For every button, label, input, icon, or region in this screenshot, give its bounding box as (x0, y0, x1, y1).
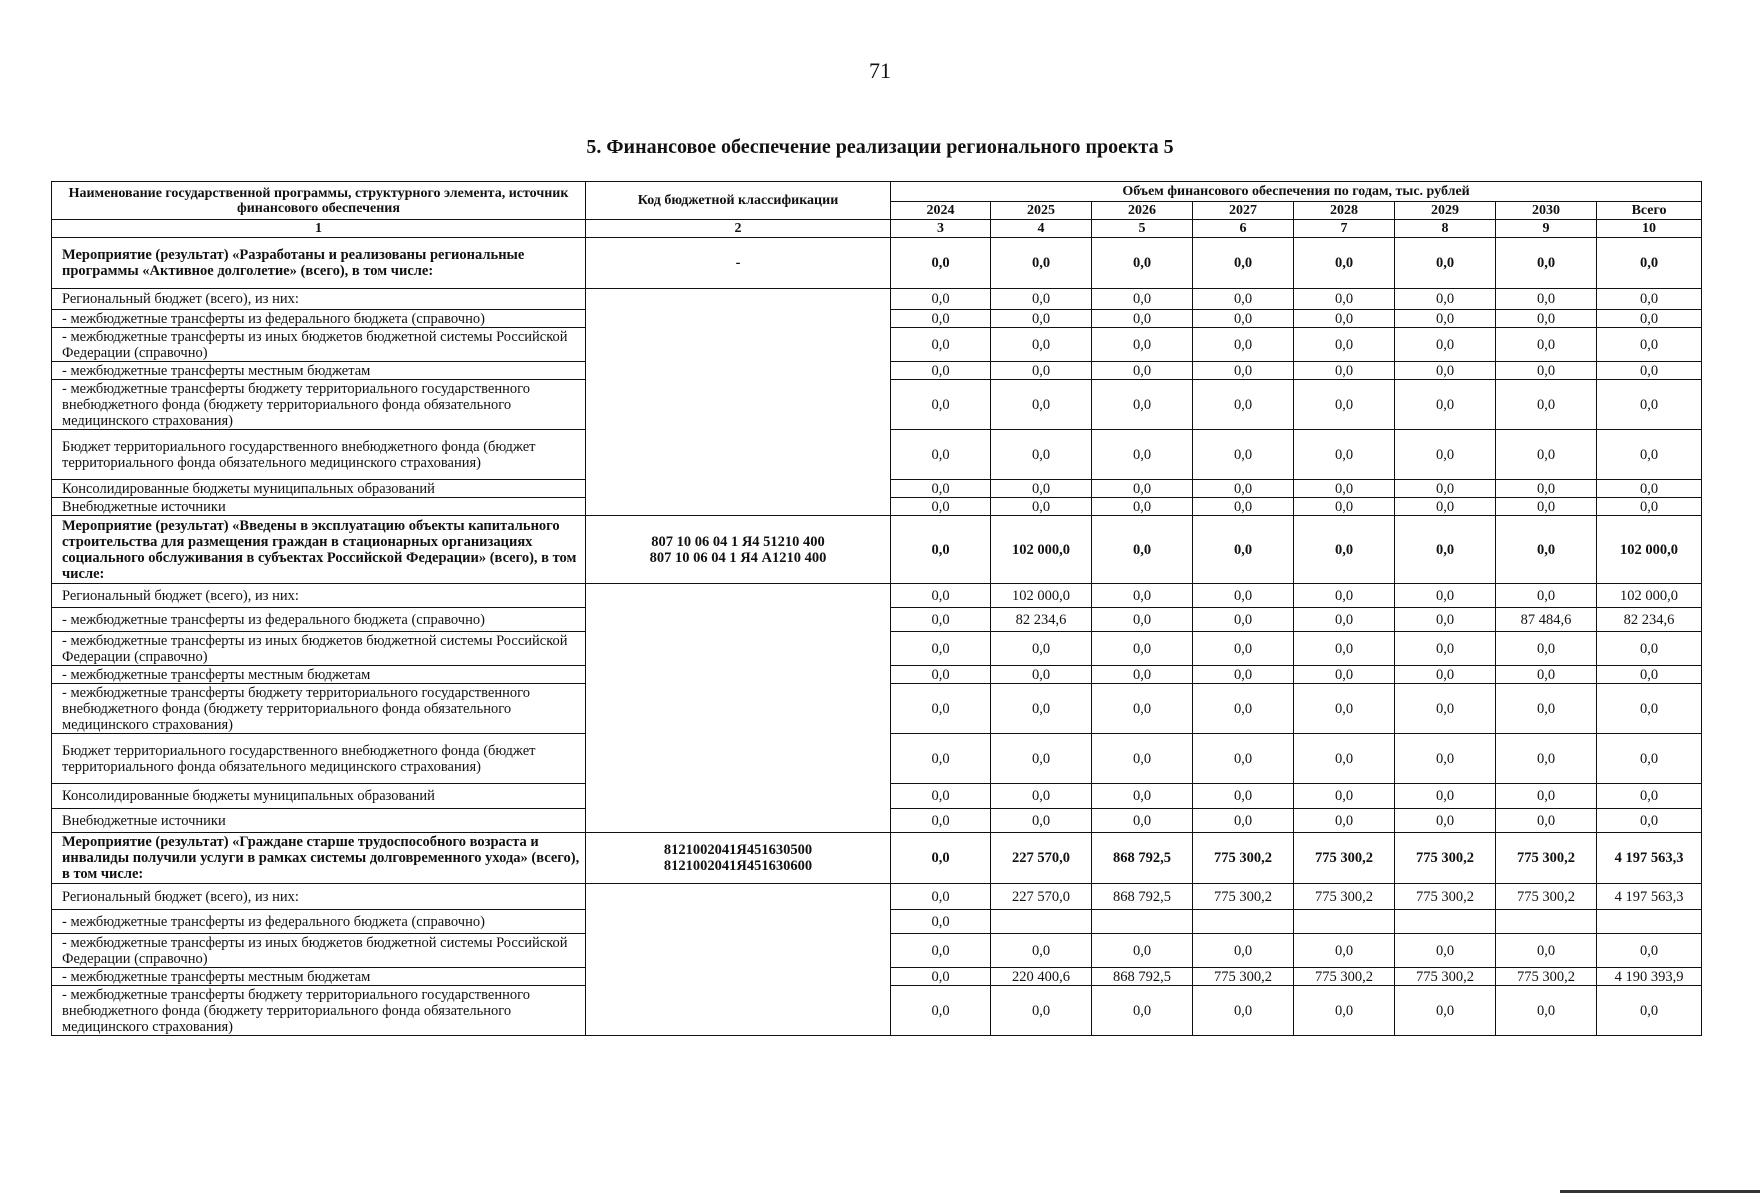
header-name-column: Наименование государственной программы, структурного элемента, источник финансового обеспечения (52, 182, 586, 220)
value-cell: 0,0 (1597, 666, 1702, 684)
value-cell: 0,0 (1496, 362, 1597, 380)
table-group-row (52, 238, 1702, 289)
value-cell: 0,0 (891, 910, 991, 934)
value-cell: 775 300,2 (1193, 884, 1294, 910)
value-cell: 775 300,2 (1294, 833, 1395, 884)
value-cell: 0,0 (1092, 584, 1193, 608)
value-cell: 0,0 (1294, 584, 1395, 608)
value-cell: 775 300,2 (1193, 833, 1294, 884)
value-cell: 0,0 (1597, 380, 1702, 430)
value-cell: 0,0 (1395, 238, 1496, 289)
value-cell: 0,0 (891, 289, 991, 310)
header-column-number: 7 (1294, 220, 1395, 238)
value-cell: 0,0 (1092, 498, 1193, 516)
value-cell: 0,0 (1193, 632, 1294, 666)
value-cell: 0,0 (1395, 380, 1496, 430)
value-cell: 0,0 (891, 328, 991, 362)
page-number: 71 (869, 58, 891, 83)
value-cell: 0,0 (1496, 238, 1597, 289)
value-cell: 0,0 (1395, 784, 1496, 809)
value-cell: 0,0 (1496, 986, 1597, 1036)
value-cell: 0,0 (1294, 809, 1395, 833)
value-cell: 0,0 (1193, 516, 1294, 584)
value-cell: 0,0 (1395, 809, 1496, 833)
value-cell: 0,0 (1395, 584, 1496, 608)
header-year-cell: 2025 (991, 202, 1092, 220)
value-cell: 0,0 (1496, 310, 1597, 328)
table-row (52, 289, 1702, 310)
header-column-number: 1 (52, 220, 586, 238)
header-year-cell: 2027 (1193, 202, 1294, 220)
value-cell: 102 000,0 (991, 516, 1092, 584)
value-cell: 0,0 (991, 480, 1092, 498)
value-cell: 0,0 (1193, 584, 1294, 608)
value-cell: 0,0 (1496, 380, 1597, 430)
budget-code-cell-empty (586, 289, 891, 516)
document-title: 5. Финансовое обеспечение реализации регионального проекта 5 (586, 136, 1174, 158)
value-cell: 775 300,2 (1496, 884, 1597, 910)
value-cell: 0,0 (1092, 986, 1193, 1036)
header-column-number: 3 (891, 220, 991, 238)
value-cell: 0,0 (1092, 734, 1193, 784)
value-cell: 0,0 (1092, 516, 1193, 584)
value-cell: 0,0 (1193, 480, 1294, 498)
value-cell: 0,0 (1294, 310, 1395, 328)
scan-edge-shadow (1560, 1190, 1760, 1193)
value-cell: 775 300,2 (1395, 968, 1496, 986)
value-cell: 0,0 (991, 328, 1092, 362)
value-cell: 0,0 (1597, 986, 1702, 1036)
value-cell: 102 000,0 (1597, 584, 1702, 608)
value-cell: 0,0 (891, 480, 991, 498)
value-cell: 0,0 (1496, 666, 1597, 684)
value-cell (991, 910, 1092, 934)
header-year-cell: 2024 (891, 202, 991, 220)
value-cell: 0,0 (1193, 934, 1294, 968)
value-cell: 0,0 (891, 608, 991, 632)
value-cell: 0,0 (1496, 734, 1597, 784)
value-cell (1496, 910, 1597, 934)
value-cell: 0,0 (1193, 784, 1294, 809)
value-cell: 0,0 (991, 934, 1092, 968)
value-cell: 0,0 (891, 516, 991, 584)
value-cell: 0,0 (1294, 986, 1395, 1036)
value-cell: 102 000,0 (991, 584, 1092, 608)
value-cell: 0,0 (1496, 632, 1597, 666)
value-cell: 775 300,2 (1496, 833, 1597, 884)
source-name-cell: - межбюджетные трансферты из иных бюджетов бюджетной системы Российской Федерации (справочно) (52, 632, 586, 666)
value-cell: 4 197 563,3 (1597, 884, 1702, 910)
value-cell: 102 000,0 (1597, 516, 1702, 584)
value-cell: 0,0 (1395, 734, 1496, 784)
value-cell: 0,0 (1294, 430, 1395, 480)
value-cell: 0,0 (1395, 498, 1496, 516)
budget-code-cell: 8121002041Я451630500 8121002041Я451630600 (586, 833, 891, 884)
value-cell: 0,0 (991, 784, 1092, 809)
value-cell: 0,0 (1597, 498, 1702, 516)
value-cell: 0,0 (1597, 632, 1702, 666)
value-cell: 0,0 (991, 632, 1092, 666)
header-column-numbers-row (52, 220, 1702, 238)
value-cell: 0,0 (1092, 666, 1193, 684)
value-cell: 868 792,5 (1092, 968, 1193, 986)
source-name-cell: - межбюджетные трансферты из иных бюджетов бюджетной системы Российской Федерации (справочно) (52, 934, 586, 968)
budget-code-cell: 807 10 06 04 1 Я4 51210 400 807 10 06 04 1 Я4 А1210 400 (586, 516, 891, 584)
value-cell: 0,0 (1092, 362, 1193, 380)
value-cell: 0,0 (1092, 809, 1193, 833)
header-year-cell: 2030 (1496, 202, 1597, 220)
value-cell: 0,0 (991, 238, 1092, 289)
table-group-row (52, 833, 1702, 884)
source-name-cell: Бюджет территориального государственного внебюджетного фонда (бюджет территориального фонда обязательного медицинского страхования) (52, 734, 586, 784)
table-body (52, 238, 1702, 1036)
value-cell: 0,0 (891, 934, 991, 968)
value-cell: 0,0 (991, 362, 1092, 380)
financing-table (51, 181, 1702, 1036)
header-column-number: 5 (1092, 220, 1193, 238)
value-cell: 0,0 (1395, 328, 1496, 362)
value-cell: 227 570,0 (991, 833, 1092, 884)
value-cell: 775 300,2 (1294, 884, 1395, 910)
value-cell: 0,0 (1193, 666, 1294, 684)
source-name-cell: - межбюджетные трансферты из иных бюджетов бюджетной системы Российской Федерации (справочно) (52, 328, 586, 362)
value-cell: 0,0 (991, 380, 1092, 430)
value-cell: 0,0 (891, 968, 991, 986)
value-cell: 0,0 (1092, 632, 1193, 666)
value-cell: 0,0 (1294, 328, 1395, 362)
value-cell: 0,0 (991, 734, 1092, 784)
value-cell: 0,0 (991, 684, 1092, 734)
value-cell: 0,0 (1092, 328, 1193, 362)
value-cell: 0,0 (1395, 666, 1496, 684)
value-cell: 0,0 (1294, 480, 1395, 498)
value-cell: 0,0 (1496, 430, 1597, 480)
value-cell: 87 484,6 (1496, 608, 1597, 632)
value-cell: 0,0 (1092, 430, 1193, 480)
value-cell: 0,0 (891, 684, 991, 734)
value-cell: 0,0 (891, 734, 991, 784)
source-name-cell: - межбюджетные трансферты из федерального бюджета (справочно) (52, 608, 586, 632)
source-name-cell: - межбюджетные трансферты из федерального бюджета (справочно) (52, 910, 586, 934)
value-cell: 0,0 (891, 833, 991, 884)
value-cell: 0,0 (1294, 380, 1395, 430)
value-cell: 0,0 (1496, 516, 1597, 584)
group-name-cell: Мероприятие (результат) «Разработаны и реализованы региональные программы «Активное долголетие» (всего), в том числе: (52, 238, 586, 289)
value-cell: 0,0 (1395, 684, 1496, 734)
value-cell: 775 300,2 (1294, 968, 1395, 986)
value-cell: 0,0 (1193, 238, 1294, 289)
value-cell: 0,0 (1496, 809, 1597, 833)
source-name-cell: - межбюджетные трансферты бюджету территориального государственного внебюджетного фонда (бюджету территориального фонда обязательного медицинского страхования) (52, 380, 586, 430)
value-cell: 0,0 (991, 986, 1092, 1036)
value-cell: 0,0 (891, 498, 991, 516)
value-cell: 0,0 (991, 310, 1092, 328)
value-cell: 0,0 (991, 498, 1092, 516)
value-cell: 0,0 (1294, 362, 1395, 380)
value-cell: 0,0 (1092, 238, 1193, 289)
value-cell: 0,0 (1193, 289, 1294, 310)
value-cell: 0,0 (1395, 289, 1496, 310)
value-cell: 0,0 (1294, 784, 1395, 809)
value-cell: 0,0 (1496, 480, 1597, 498)
value-cell: 0,0 (1092, 608, 1193, 632)
source-name-cell: - межбюджетные трансферты бюджету территориального государственного внебюджетного фонда (бюджету территориального фонда обязательного медицинского страхования) (52, 986, 586, 1036)
group-name-cell: Мероприятие (результат) «Введены в эксплуатацию объекты капитального строительства для размещения граждан в стационарных организациях социального обслуживания в субъектах Российской Федерации» (всего), в том числе: (52, 516, 586, 584)
value-cell: 0,0 (1597, 480, 1702, 498)
source-name-cell: - межбюджетные трансферты из федерального бюджета (справочно) (52, 310, 586, 328)
value-cell: 0,0 (1092, 380, 1193, 430)
table-header (52, 182, 1702, 238)
value-cell: 0,0 (1294, 516, 1395, 584)
value-cell: 0,0 (1294, 238, 1395, 289)
source-name-cell: Региональный бюджет (всего), из них: (52, 584, 586, 608)
value-cell: 0,0 (1395, 480, 1496, 498)
table-row (52, 884, 1702, 910)
value-cell: 0,0 (991, 289, 1092, 310)
value-cell: 0,0 (1193, 380, 1294, 430)
value-cell (1597, 910, 1702, 934)
value-cell: 0,0 (1294, 666, 1395, 684)
value-cell: 0,0 (1294, 684, 1395, 734)
source-name-cell: Внебюджетные источники (52, 498, 586, 516)
source-name-cell: Консолидированные бюджеты муниципальных образований (52, 480, 586, 498)
value-cell: 220 400,6 (991, 968, 1092, 986)
value-cell: 0,0 (1597, 809, 1702, 833)
value-cell: 0,0 (991, 430, 1092, 480)
value-cell: 0,0 (1395, 986, 1496, 1036)
value-cell: 0,0 (1294, 934, 1395, 968)
value-cell (1294, 910, 1395, 934)
value-cell: 0,0 (891, 362, 991, 380)
value-cell: 0,0 (1395, 516, 1496, 584)
source-name-cell: Региональный бюджет (всего), из них: (52, 884, 586, 910)
value-cell: 0,0 (1597, 362, 1702, 380)
value-cell: 0,0 (1496, 934, 1597, 968)
value-cell: 0,0 (1092, 480, 1193, 498)
value-cell (1193, 910, 1294, 934)
header-year-cell: 2029 (1395, 202, 1496, 220)
value-cell: 0,0 (891, 666, 991, 684)
header-year-cell: 2026 (1092, 202, 1193, 220)
value-cell: 0,0 (1193, 684, 1294, 734)
group-name-cell: Мероприятие (результат) «Граждане старше трудоспособного возраста и инвалиды получили услуги в рамках системы долговременного ухода» (всего), в том числе: (52, 833, 586, 884)
value-cell: 0,0 (1597, 934, 1702, 968)
value-cell (1092, 910, 1193, 934)
source-name-cell: - межбюджетные трансферты местным бюджетам (52, 666, 586, 684)
value-cell: 0,0 (1597, 684, 1702, 734)
budget-code-cell: - (586, 238, 891, 289)
value-cell: 0,0 (1395, 362, 1496, 380)
value-cell: 0,0 (1193, 310, 1294, 328)
value-cell: 0,0 (1597, 734, 1702, 784)
value-cell: 868 792,5 (1092, 884, 1193, 910)
value-cell: 0,0 (1496, 684, 1597, 734)
value-cell: 0,0 (1193, 734, 1294, 784)
value-cell: 0,0 (1193, 809, 1294, 833)
table-row (52, 584, 1702, 608)
value-cell: 0,0 (1092, 784, 1193, 809)
value-cell: 0,0 (891, 809, 991, 833)
value-cell: 0,0 (891, 884, 991, 910)
source-name-cell: - межбюджетные трансферты местным бюджетам (52, 362, 586, 380)
value-cell: 227 570,0 (991, 884, 1092, 910)
value-cell: 82 234,6 (991, 608, 1092, 632)
value-cell: 0,0 (1294, 498, 1395, 516)
value-cell: 868 792,5 (1092, 833, 1193, 884)
header-column-number: 4 (991, 220, 1092, 238)
value-cell: 0,0 (1496, 784, 1597, 809)
value-cell: 0,0 (891, 784, 991, 809)
value-cell: 0,0 (1395, 310, 1496, 328)
value-cell: 0,0 (1092, 310, 1193, 328)
value-cell: 0,0 (1597, 310, 1702, 328)
value-cell: 0,0 (1294, 734, 1395, 784)
value-cell: 0,0 (1092, 684, 1193, 734)
budget-code-cell-empty (586, 884, 891, 1036)
value-cell: 0,0 (1193, 498, 1294, 516)
source-name-cell: Внебюджетные источники (52, 809, 586, 833)
value-cell: 0,0 (891, 380, 991, 430)
value-cell: 0,0 (1597, 784, 1702, 809)
value-cell: 4 190 393,9 (1597, 968, 1702, 986)
value-cell: 0,0 (1294, 632, 1395, 666)
table-group-row (52, 516, 1702, 584)
header-column-number: 10 (1597, 220, 1702, 238)
value-cell: 0,0 (891, 584, 991, 608)
value-cell: 0,0 (1193, 328, 1294, 362)
header-column-number: 2 (586, 220, 891, 238)
header-year-cell: Всего (1597, 202, 1702, 220)
value-cell: 0,0 (1395, 608, 1496, 632)
value-cell: 0,0 (1496, 289, 1597, 310)
value-cell: 0,0 (891, 430, 991, 480)
value-cell: 0,0 (991, 809, 1092, 833)
value-cell: 0,0 (891, 986, 991, 1036)
value-cell: 0,0 (891, 310, 991, 328)
value-cell: 4 197 563,3 (1597, 833, 1702, 884)
header-year-cell: 2028 (1294, 202, 1395, 220)
value-cell: 0,0 (1395, 934, 1496, 968)
source-name-cell: Региональный бюджет (всего), из них: (52, 289, 586, 310)
value-cell: 0,0 (1395, 430, 1496, 480)
value-cell: 775 300,2 (1395, 833, 1496, 884)
source-name-cell: - межбюджетные трансферты местным бюджетам (52, 968, 586, 986)
value-cell: 0,0 (1597, 238, 1702, 289)
value-cell: 0,0 (891, 632, 991, 666)
value-cell: 0,0 (1193, 430, 1294, 480)
value-cell: 82 234,6 (1597, 608, 1702, 632)
value-cell (1395, 910, 1496, 934)
value-cell: 0,0 (1092, 289, 1193, 310)
value-cell: 0,0 (1496, 584, 1597, 608)
value-cell: 0,0 (991, 666, 1092, 684)
value-cell: 0,0 (1193, 986, 1294, 1036)
value-cell: 0,0 (1294, 608, 1395, 632)
source-name-cell: Бюджет территориального государственного внебюджетного фонда (бюджет территориального фонда обязательного медицинского страхования) (52, 430, 586, 480)
source-name-cell: - межбюджетные трансферты бюджету территориального государственного внебюджетного фонда (бюджету территориального фонда обязательного медицинского страхования) (52, 684, 586, 734)
value-cell: 775 300,2 (1193, 968, 1294, 986)
header-code-column: Код бюджетной классификации (586, 182, 891, 220)
header-volume-column: Объем финансового обеспечения по годам, тыс. рублей (891, 182, 1702, 202)
value-cell: 0,0 (1193, 362, 1294, 380)
value-cell: 0,0 (891, 238, 991, 289)
value-cell: 0,0 (1597, 289, 1702, 310)
value-cell: 0,0 (1597, 430, 1702, 480)
header-column-number: 8 (1395, 220, 1496, 238)
header-column-number: 6 (1193, 220, 1294, 238)
value-cell: 0,0 (1193, 608, 1294, 632)
value-cell: 775 300,2 (1496, 968, 1597, 986)
value-cell: 775 300,2 (1395, 884, 1496, 910)
source-name-cell: Консолидированные бюджеты муниципальных образований (52, 784, 586, 809)
budget-code-cell-empty (586, 584, 891, 833)
header-column-number: 9 (1496, 220, 1597, 238)
value-cell: 0,0 (1597, 328, 1702, 362)
value-cell: 0,0 (1294, 289, 1395, 310)
value-cell: 0,0 (1092, 934, 1193, 968)
value-cell: 0,0 (1496, 328, 1597, 362)
value-cell: 0,0 (1395, 632, 1496, 666)
value-cell: 0,0 (1496, 498, 1597, 516)
